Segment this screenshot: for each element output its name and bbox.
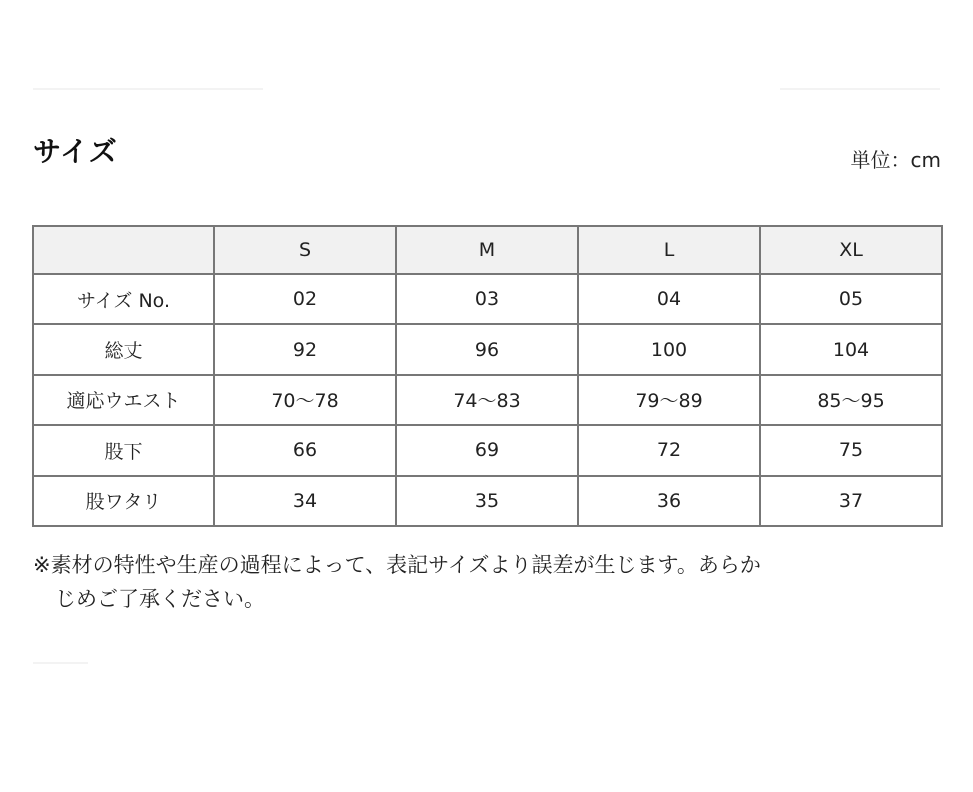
table-header-row [33,226,942,274]
table-cell: 02 [214,274,396,324]
header-cell-s: S [214,226,396,274]
row-label: 適応ウエスト [33,375,214,425]
table-cell: 74～83 [396,375,578,425]
table-cell: 04 [578,274,760,324]
header-cell-xl: XL [760,226,942,274]
table-cell: 03 [396,274,578,324]
table-cell: 66 [214,425,396,475]
header-cell-m: M [396,226,578,274]
row-label: 総丈 [33,324,214,374]
table-row-size-no [33,274,942,324]
note-line-1: ※素材の特性や生産の過程によって、表記サイズより誤差が生じます。あらか [33,553,761,577]
table-cell: 70～78 [214,375,396,425]
page-title: サイズ [33,135,118,168]
unit-label: 単位：cm [850,148,941,172]
table-cell: 104 [760,324,942,374]
table-row-inseam [33,425,942,475]
table-row-total-length [33,324,942,374]
table-cell: 36 [578,476,760,526]
disclaimer-note [33,548,933,616]
row-label: 股下 [33,425,214,475]
table-cell: 69 [396,425,578,475]
row-label: サイズ No. [33,274,214,324]
table-cell: 75 [760,425,942,475]
header-cell-l: L [578,226,760,274]
size-table [32,225,943,527]
header-cell-empty [33,226,214,274]
table-cell: 34 [214,476,396,526]
top-divider [33,88,263,90]
table-cell: 05 [760,274,942,324]
table-cell: 72 [578,425,760,475]
table-cell: 96 [396,324,578,374]
table-row-thigh [33,476,942,526]
bottom-divider [33,662,88,664]
row-label: 股ワタリ [33,476,214,526]
table-cell: 79～89 [578,375,760,425]
table-cell: 37 [760,476,942,526]
top-divider-right [780,88,940,90]
table-cell: 92 [214,324,396,374]
table-cell: 85～95 [760,375,942,425]
table-cell: 100 [578,324,760,374]
table-cell: 35 [396,476,578,526]
table-row-waist [33,375,942,425]
note-line-2: じめご了承ください。 [55,587,265,611]
